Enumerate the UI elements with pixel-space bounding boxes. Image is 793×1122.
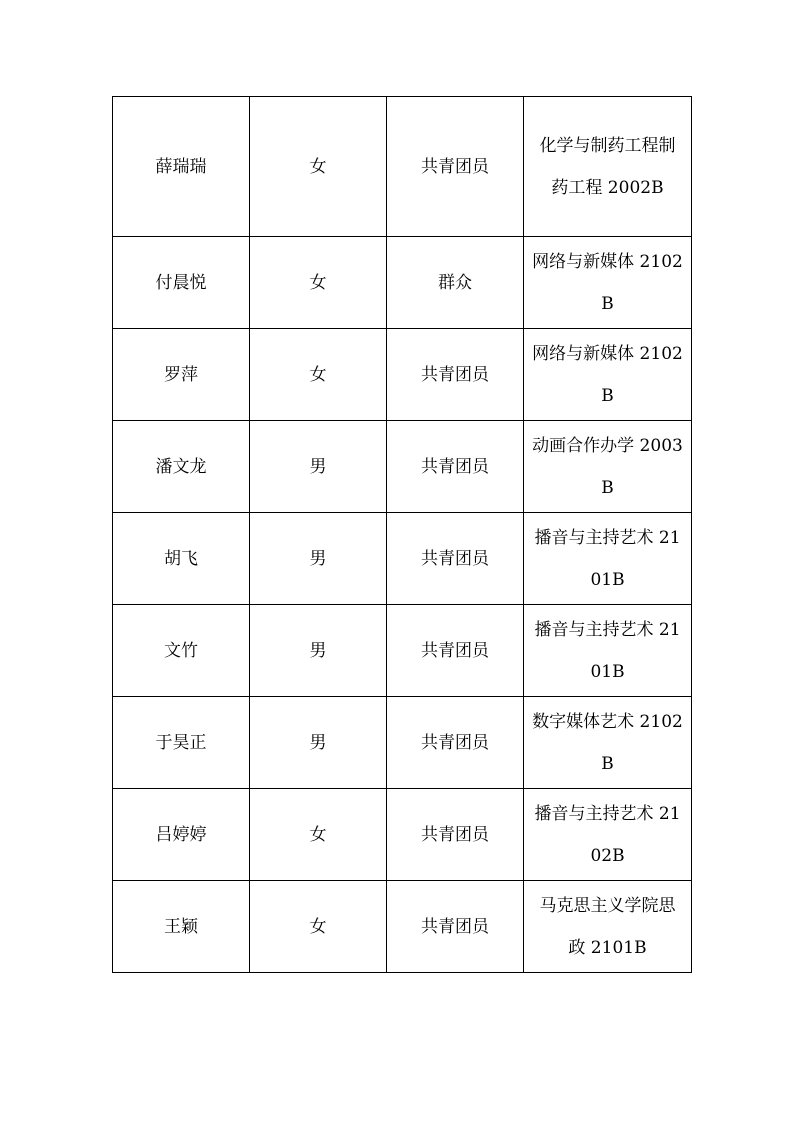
political-status-text: 共青团员 [421,456,489,477]
gender-cell [250,513,387,605]
gender-text: 男 [309,456,327,477]
name-text: 潘文龙 [155,456,207,477]
table-row [113,697,692,789]
class-text: 动画合作办学 2003B [532,435,683,498]
table-row [113,329,692,421]
name-cell [113,421,250,513]
name-cell [113,329,250,421]
class-cell [524,97,692,237]
political-status-text: 共青团员 [421,548,489,569]
name-text: 吕婷婷 [155,824,207,845]
class-cell [524,237,692,329]
political-status-text: 共青团员 [421,156,489,177]
name-cell [113,237,250,329]
member-table [112,96,692,973]
gender-text: 女 [309,272,327,293]
political-status-cell [387,697,524,789]
table-row [113,789,692,881]
gender-cell [250,97,387,237]
class-text: 数字媒体艺术 2102B [532,711,683,774]
political-status-text: 共青团员 [421,364,489,385]
class-text: 播音与主持艺术 2101B [534,619,681,682]
political-status-cell [387,421,524,513]
gender-cell [250,421,387,513]
name-cell [113,789,250,881]
political-status-text: 共青团员 [421,916,489,937]
gender-cell [250,237,387,329]
gender-text: 女 [309,156,327,177]
gender-cell [250,697,387,789]
name-text: 文竹 [164,640,198,661]
name-cell [113,97,250,237]
name-cell [113,881,250,973]
name-cell [113,513,250,605]
class-cell [524,697,692,789]
class-cell [524,605,692,697]
political-status-cell [387,605,524,697]
political-status-cell [387,97,524,237]
political-status-cell [387,789,524,881]
name-text: 付晨悦 [155,272,207,293]
class-cell [524,513,692,605]
table-row [113,881,692,973]
class-text: 化学与制药工程制药工程 2002B [539,135,676,198]
class-text: 播音与主持艺术 2102B [534,803,681,866]
name-cell [113,697,250,789]
name-text: 于昊正 [155,732,207,753]
class-text: 网络与新媒体 2102B [532,343,683,406]
name-cell [113,605,250,697]
gender-cell [250,329,387,421]
class-text: 播音与主持艺术 2101B [534,527,681,590]
political-status-text: 群众 [438,272,472,293]
table-row [113,513,692,605]
gender-cell [250,881,387,973]
class-cell [524,789,692,881]
document-page [112,96,692,973]
table-row [113,605,692,697]
class-cell [524,421,692,513]
gender-text: 男 [309,732,327,753]
political-status-cell [387,329,524,421]
name-text: 胡飞 [164,548,198,569]
political-status-cell [387,513,524,605]
table-row [113,97,692,237]
political-status-cell [387,237,524,329]
name-text: 罗萍 [164,364,198,385]
name-text: 薛瑞瑞 [155,156,207,177]
class-text: 马克思主义学院思政 2101B [539,895,676,958]
gender-cell [250,605,387,697]
gender-cell [250,789,387,881]
class-cell [524,881,692,973]
gender-text: 女 [309,364,327,385]
political-status-text: 共青团员 [421,824,489,845]
class-cell [524,329,692,421]
gender-text: 男 [309,548,327,569]
table-row [113,421,692,513]
name-text: 王颖 [164,916,198,937]
gender-text: 女 [309,824,327,845]
table-row [113,237,692,329]
class-text: 网络与新媒体 2102B [532,251,683,314]
gender-text: 男 [309,640,327,661]
political-status-text: 共青团员 [421,732,489,753]
gender-text: 女 [309,916,327,937]
political-status-cell [387,881,524,973]
political-status-text: 共青团员 [421,640,489,661]
